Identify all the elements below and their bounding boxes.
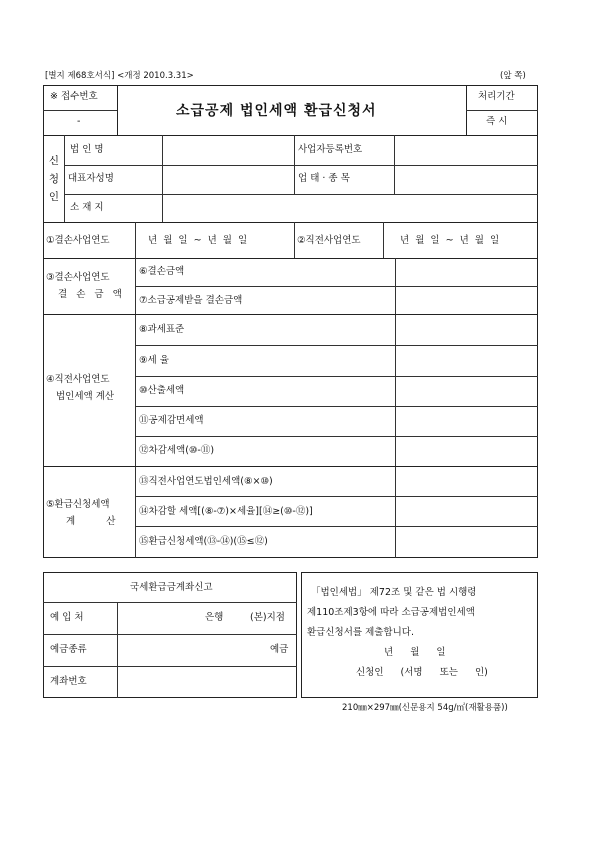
row11-deduction-label: ⑪공제감면세액 (139, 415, 204, 426)
declaration-line-3: 환급신청서를 제출합니다. (307, 627, 414, 638)
row13-prev-tax-field[interactable] (396, 467, 537, 495)
account-number-label: 계좌번호 (50, 676, 87, 687)
biz-type-field[interactable] (395, 166, 537, 193)
loss-year-value[interactable]: 년 월 일 ~ 년 월 일 (148, 235, 248, 246)
row12-net-tax-label: ⑫차감세액(⑩-⑪) (139, 445, 215, 456)
row14-deduct-tax-field[interactable] (396, 497, 537, 525)
declaration-date[interactable]: 년 월 일 (384, 647, 446, 658)
row15-refund-label: ⑮환급신청세액(⑬-⑭)(⑮≤⑫) (139, 536, 268, 547)
row7-carryback-field[interactable] (396, 287, 537, 313)
row13-prev-tax-label: ⑬직전사업연도법인세액(⑧×⑩) (139, 476, 273, 487)
row15-refund-field[interactable] (396, 527, 537, 557)
applicant-section-label: 신 청 인 (48, 155, 60, 203)
refund-label-1: ⑤환급신청세액 (46, 499, 110, 510)
row14-deduct-tax-label: ⑭차감할 세액[(⑧-⑦)×세율][⑭≥(⑩-⑫)] (139, 506, 313, 517)
row6-loss-field[interactable] (396, 259, 537, 285)
rep-name-label: 대표자성명 (68, 173, 114, 184)
prev-year-label: ②직전사업연도 (297, 235, 361, 246)
row6-loss-label: ⑥결손금액 (139, 266, 185, 277)
row8-tax-base-field[interactable] (396, 315, 537, 344)
refund-label-2: 계 산 (66, 516, 116, 527)
branch-suffix: (본)지점 (250, 612, 285, 623)
loss-year-label: ①결손사업연도 (46, 235, 110, 246)
row9-tax-rate-field[interactable] (396, 346, 537, 375)
receipt-number-value: - (77, 116, 81, 127)
prev-year-value[interactable]: 년 월 일 ~ 년 월 일 (400, 235, 500, 246)
rep-name-field[interactable] (163, 166, 293, 193)
deposit-type-label: 예금종류 (50, 644, 87, 655)
row11-deduction-field[interactable] (396, 407, 537, 435)
receipt-number-label: ※ 접수번호 (50, 91, 98, 102)
row10-computed-tax-label: ⑩산출세액 (139, 385, 185, 396)
corp-name-label: 법 인 명 (70, 144, 104, 155)
deposit-suffix: 예금 (270, 644, 289, 655)
row10-computed-tax-field[interactable] (396, 377, 537, 405)
loss-amount-label-2: 결 손 금 액 (58, 289, 125, 300)
form-title: 소급공제 법인세액 환급신청서 (176, 103, 377, 119)
biz-type-label: 업 태 · 종 목 (298, 173, 350, 184)
row9-tax-rate-label: ⑨세 율 (139, 355, 169, 366)
loss-amount-label-1: ③결손사업연도 (46, 272, 110, 283)
page-side-label: (앞 쪽) (500, 71, 526, 81)
tax-calc-label-1: ④직전사업연도 (46, 374, 110, 385)
processing-period-label: 처리기간 (478, 91, 515, 102)
row7-carryback-label: ⑦소급공제받을 결손금액 (139, 295, 243, 306)
processing-period-value: 즉 시 (486, 116, 508, 127)
corp-name-field[interactable] (163, 136, 293, 164)
account-number-field[interactable] (118, 667, 296, 697)
paper-spec: 210㎜×297㎜(신문용지 54g/㎡(재활용품)) (342, 703, 508, 713)
row12-net-tax-field[interactable] (396, 437, 537, 465)
address-field[interactable] (163, 195, 537, 221)
bank-label: 예 입 처 (50, 612, 84, 623)
declaration-line-1: 「법인세법」 제72조 및 같은 법 시행령 (311, 587, 477, 598)
tax-calc-label-2: 법인세액 계산 (56, 391, 115, 402)
declaration-line-2: 제110조제3항에 따라 소급공제법인세액 (307, 607, 475, 618)
form-number: [별지 제68호서식] <개정 2010.3.31> (45, 71, 194, 81)
row8-tax-base-label: ⑧과세표준 (139, 324, 185, 335)
address-label: 소 재 지 (70, 202, 104, 213)
biz-reg-number-field[interactable] (395, 136, 537, 164)
bank-suffix: 은행 (205, 612, 224, 623)
declaration-signature[interactable]: 신청인 (서명 또는 인) (356, 667, 488, 678)
biz-reg-number-label: 사업자등록번호 (298, 144, 363, 155)
account-title: 국세환급금계좌신고 (130, 582, 213, 593)
